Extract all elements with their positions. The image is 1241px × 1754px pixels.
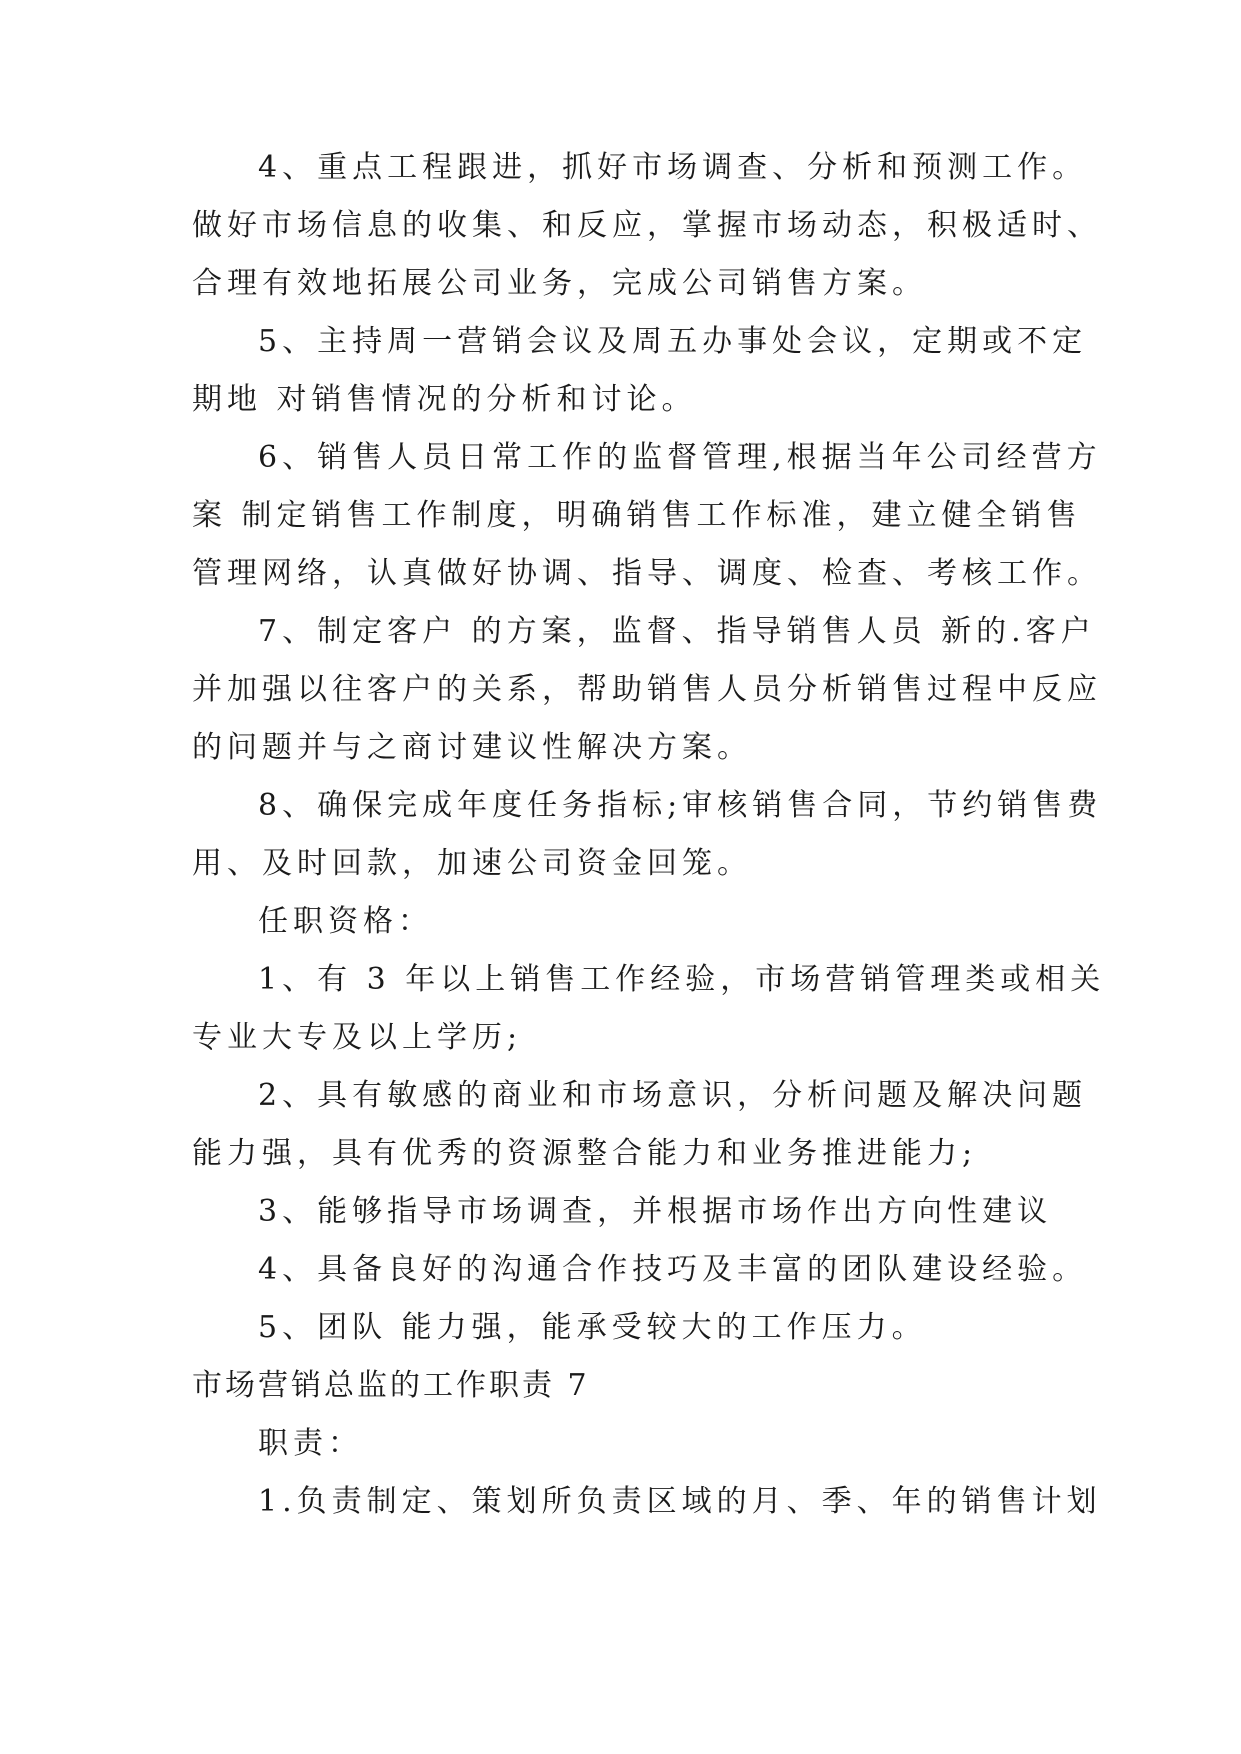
section-heading: 市场营销总监的工作职责 7 [192,1368,590,1403]
paragraph-line: 专业大专及以上学历; [192,1020,523,1055]
paragraph-line: 并加强以往客户的关系，帮助销售人员分析销售过程中反应 [192,672,1102,707]
paragraph-line: 3、能够指导市场调查，并根据市场作出方向性建议 [258,1194,1053,1229]
paragraph-line: 案 制定销售工作制度，明确销售工作标准，建立健全销售 [192,498,1082,533]
paragraph-line: 期地 对销售情况的分析和讨论。 [192,382,697,417]
paragraph-line: 合理有效地拓展公司业务，完成公司销售方案。 [192,266,927,301]
section-label: 职责： [258,1426,363,1461]
section-label: 任职资格： [258,904,433,939]
paragraph-line: 用、及时回款，加速公司资金回笼。 [192,846,752,881]
paragraph-line: 能力强，具有优秀的资源整合能力和业务推进能力; [192,1136,978,1171]
paragraph-line: 1、有 3 年以上销售工作经验，市场营销管理类或相关 [258,962,1106,997]
paragraph-line: 5、主持周一营销会议及周五办事处会议，定期或不定 [258,324,1088,359]
paragraph-line: 2、具有敏感的商业和市场意识，分析问题及解决问题 [258,1078,1088,1113]
paragraph-line: 1.负责制定、策划所负责区域的月、季、年的销售计划 [258,1484,1102,1519]
paragraph-line: 做好市场信息的收集、和反应，掌握市场动态，积极适时、 [192,208,1102,243]
paragraph-line: 7、制定客户 的方案，监督、指导销售人员 新的.客户 [258,614,1096,649]
paragraph-line: 的问题并与之商讨建议性解决方案。 [192,730,752,765]
paragraph-line: 4、重点工程跟进，抓好市场调查、分析和预测工作。 [258,150,1088,185]
paragraph-line: 5、团队 能力强，能承受较大的工作压力。 [258,1310,927,1345]
paragraph-line: 4、具备良好的沟通合作技巧及丰富的团队建设经验。 [258,1252,1088,1287]
paragraph-line: 管理网络，认真做好协调、指导、调度、检查、考核工作。 [192,556,1102,591]
paragraph-line: 6、销售人员日常工作的监督管理,根据当年公司经营方 [258,440,1102,475]
paragraph-line: 8、确保完成年度任务指标;审核销售合同，节约销售费 [258,788,1103,823]
